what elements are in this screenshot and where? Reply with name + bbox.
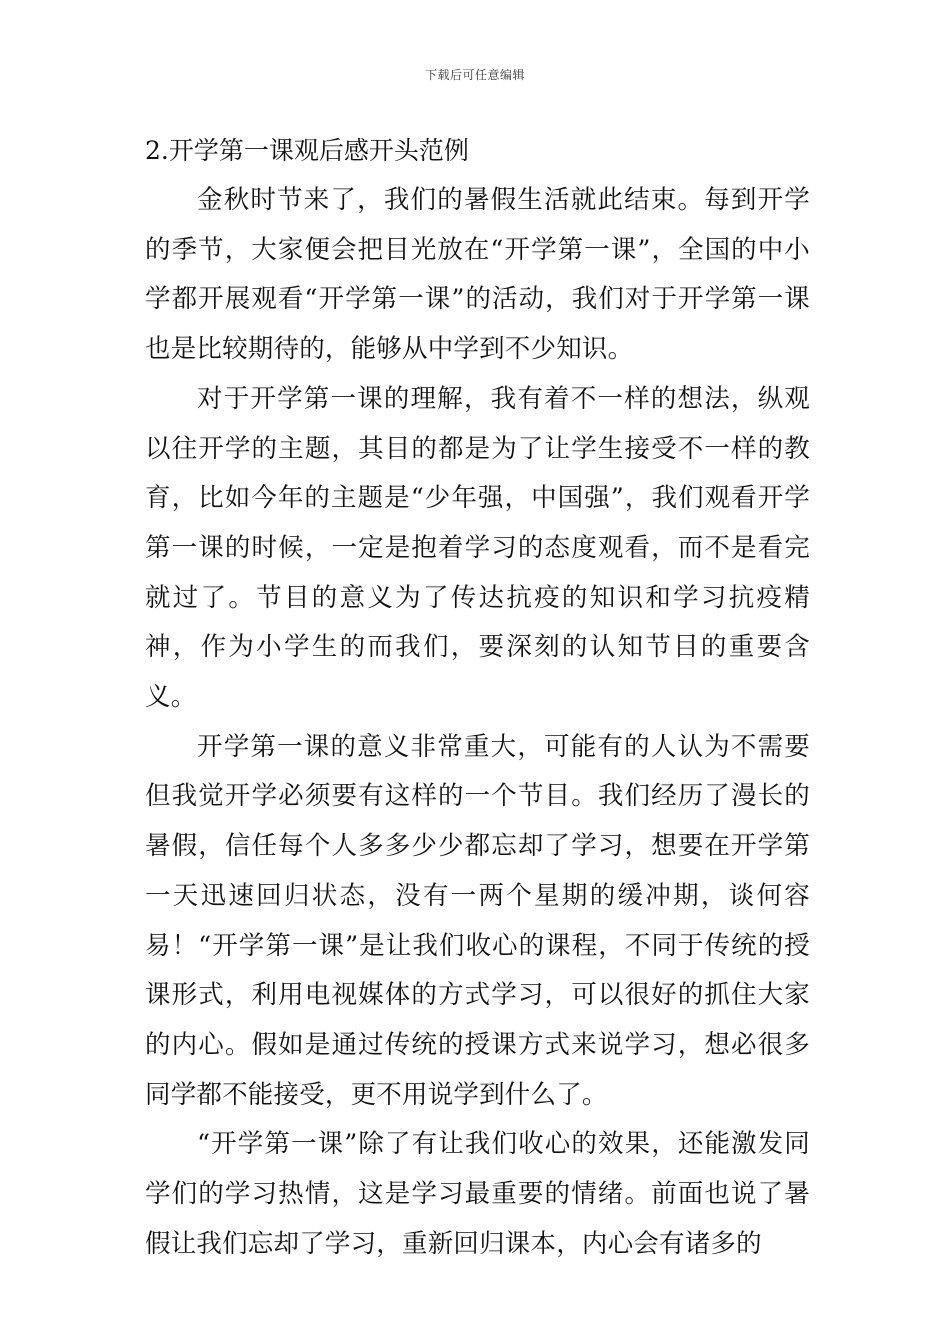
document-body bbox=[145, 126, 810, 1269]
paragraph-1: 金秋时节来了，我们的暑假生活就此结束。每到开学的季节，大家便会把目光放在“开学第一课”，全国的中小学都开展观看“开学第一课”的活动，我们对于开学第一课也是比较期待的，能够从中学到不少知识。 bbox=[145, 185, 810, 365]
paragraph-2: 对于开学第一课的理解，我有着不一样的想法，纵观以往开学的主题，其目的都是为了让学生接受不一样的教育，比如今年的主题是“少年强，中国强”，我们观看开学第一课的时候，一定是抱着学习的态度观看，而不是看完就过了。节目的意义为了传达抗疫的知识和学习抗疫精神，作为小学生的而我们，要深刻的认知节目的重要含义。 bbox=[145, 383, 810, 713]
section-title: 2.开学第一课观后感开头范例 bbox=[145, 136, 469, 165]
paragraph-4: “开学第一课”除了有让我们收心的效果，还能激发同学们的学习热情，这是学习最重要的情绪。前面也说了暑假让我们忘却了学习，重新回归课本，内心会有诸多的 bbox=[145, 1129, 810, 1259]
header-note: 下载后可任意编辑 bbox=[424, 68, 525, 82]
paragraph-3: 开学第一课的意义非常重大，可能有的人认为不需要但我觉开学必须要有这样的一个节目。我们经历了漫长的暑假，信任每个人多多少少都忘却了学习，想要在开学第一天迅速回归状态，没有一两个星期的缓冲期，谈何容易！“开学第一课”是让我们收心的课程，不同于传统的授课形式，利用电视媒体的方式学习，可以很好的抓住大家的内心。假如是通过传统的授课方式来说学习，想必很多同学都不能接受，更不用说学到什么了。 bbox=[145, 731, 810, 1110]
